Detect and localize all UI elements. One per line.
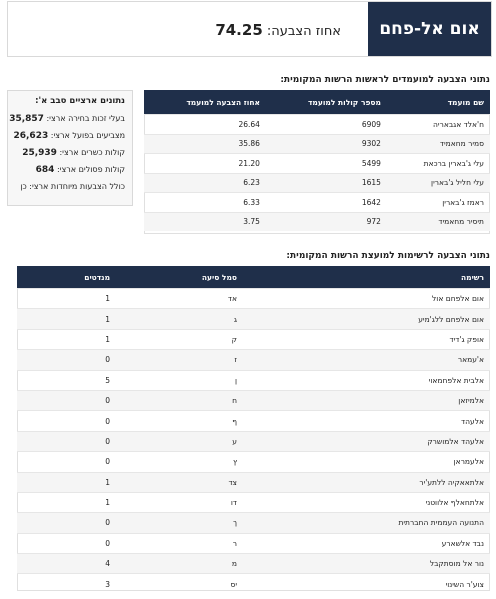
table-header-row (17, 266, 490, 289)
list-seats: 0 (17, 452, 116, 472)
table-row (17, 350, 490, 370)
lists-table (17, 266, 490, 594)
column-header: שם מועמד (387, 90, 490, 115)
results-header (7, 1, 492, 57)
candidate-name: סמיר מחאמיד (387, 134, 490, 154)
summary-row (15, 148, 125, 165)
summary-row (9, 114, 125, 131)
list-symbol: ע (116, 431, 243, 451)
candidate-votes: 5499 (266, 154, 387, 174)
table-row (144, 173, 490, 193)
list-name: אופק ג'דיד (243, 329, 490, 349)
list-name: נבד אלשארע (243, 533, 490, 553)
candidate-votes: 1615 (266, 173, 387, 193)
table-row (17, 472, 490, 492)
table-row (144, 115, 490, 135)
summary-value: 35,857 (9, 114, 44, 124)
table-row (17, 390, 490, 410)
column-header: מנדטים (17, 266, 116, 289)
candidate-name: עלי ג'בארין ברכאת (387, 154, 490, 174)
table-row (144, 134, 490, 154)
list-symbol: ך (116, 513, 243, 533)
list-name: אום אלפחם אול (243, 289, 490, 309)
national-summary-panel (7, 90, 133, 206)
table-row (17, 574, 490, 594)
summary-value: 684 (35, 165, 55, 175)
table-header-row (144, 90, 490, 115)
mayors-table (144, 90, 490, 231)
candidate-pct: 6.33 (144, 193, 266, 213)
candidate-votes: 9302 (266, 134, 387, 154)
table-row (17, 370, 490, 390)
turnout-label: אחוז הצבעה: (266, 24, 341, 39)
list-seats: 0 (17, 390, 116, 410)
list-name: אלבית אלפחמאוי (243, 370, 490, 390)
summary-title: נתונים ארציים סבב א': (35, 96, 125, 106)
column-header: מספר קולות למועמד (266, 90, 387, 115)
candidate-name: תיסיר מחאמיד (387, 212, 490, 231)
summary-label: כולל הצבעות מיוחדות ארצי: כן (20, 182, 125, 191)
summary-value: 25,939 (22, 148, 57, 158)
summary-value: 26,623 (13, 131, 49, 141)
list-symbol: ן (116, 370, 243, 390)
mayors-section-title: נתוני הצבעה למועמדים לראשות הרשות המקומית: (280, 75, 490, 85)
turnout-summary (215, 21, 341, 39)
list-seats: 1 (17, 309, 116, 329)
list-seats: 3 (17, 574, 116, 594)
table-row (17, 452, 490, 472)
summary-row (15, 131, 125, 148)
table-row (144, 193, 490, 213)
list-seats: 1 (17, 492, 116, 512)
candidate-votes: 6909 (266, 115, 387, 135)
list-name: אלתחאלף אלווטני (243, 492, 490, 512)
list-name: אלמיזאן (243, 390, 490, 410)
candidate-pct: 35.86 (144, 134, 266, 154)
list-symbol: ז (116, 350, 243, 370)
list-name: צוע'ר השינוי (243, 574, 490, 594)
candidate-pct: 3.75 (144, 212, 266, 231)
candidate-pct: 21.20 (144, 154, 266, 174)
summary-label: קולות פסולים ארצי: (56, 165, 125, 174)
list-name: א'עמאר (243, 350, 490, 370)
candidate-pct: 26.64 (144, 115, 266, 135)
list-seats: 1 (17, 472, 116, 492)
column-header: סמל סיעה (116, 266, 243, 289)
lists-section-title: נתוני הצבעה לרשימות למועצת הרשות המקומית: (286, 251, 490, 261)
list-name: אלעהד אלמושרק (243, 431, 490, 451)
list-symbol: ק (116, 329, 243, 349)
table-row (17, 431, 490, 451)
list-symbol: אד (116, 289, 243, 309)
table-row (17, 289, 490, 309)
list-symbol: ח (116, 390, 243, 410)
summary-label: קולות כשרים ארצי: (59, 148, 125, 157)
summary-row (15, 165, 125, 182)
summary-label: מצביעים בפועל ארצי: (50, 131, 125, 140)
table-row (144, 154, 490, 174)
summary-row (15, 182, 125, 199)
list-symbol: ג (116, 309, 243, 329)
list-symbol: צד (116, 472, 243, 492)
table-row (17, 533, 490, 553)
table-row (17, 513, 490, 533)
list-symbol: ר (116, 533, 243, 553)
list-name: התנועה העממית החברתית (243, 513, 490, 533)
list-name: אום אלפחם ללג'מיע (243, 309, 490, 329)
candidate-votes: 1642 (266, 193, 387, 213)
list-seats: 0 (17, 513, 116, 533)
table-row (17, 329, 490, 349)
list-symbol: יס (116, 574, 243, 594)
table-row (144, 212, 490, 231)
list-seats: 0 (17, 350, 116, 370)
turnout-value: 74.25 (215, 21, 263, 39)
list-name: אלעמראן (243, 452, 490, 472)
list-seats: 4 (17, 554, 116, 574)
list-symbol: ץ (116, 452, 243, 472)
candidate-votes: 972 (266, 212, 387, 231)
summary-label: בעלי זכות בחירה ארצי: (46, 114, 125, 123)
list-symbol: ף (116, 411, 243, 431)
column-header: אחוז הצבעה למועמד (144, 90, 266, 115)
list-seats: 1 (17, 289, 116, 309)
list-seats: 0 (17, 533, 116, 553)
candidate-pct: 6.23 (144, 173, 266, 193)
candidate-name: ראמז ג'בארין (387, 193, 490, 213)
table-row (17, 411, 490, 431)
list-seats: 1 (17, 329, 116, 349)
table-row (17, 492, 490, 512)
list-seats: 5 (17, 370, 116, 390)
table-row (17, 554, 490, 574)
column-header: רשימה (243, 266, 490, 289)
candidate-name: ח'אלד אגבאריה (387, 115, 490, 135)
list-seats: 0 (17, 431, 116, 451)
list-seats: 0 (17, 411, 116, 431)
list-symbol: דו (116, 492, 243, 512)
list-symbol: מ (116, 554, 243, 574)
table-row (17, 309, 490, 329)
list-name: נור אל מוסתקבל (243, 554, 490, 574)
list-name: אלתאאקיה ללתע'יר (243, 472, 490, 492)
list-name: אלעהד (243, 411, 490, 431)
city-name: אום אל-פחם (368, 2, 491, 56)
candidate-name: עלי חליל ג'בארין (387, 173, 490, 193)
